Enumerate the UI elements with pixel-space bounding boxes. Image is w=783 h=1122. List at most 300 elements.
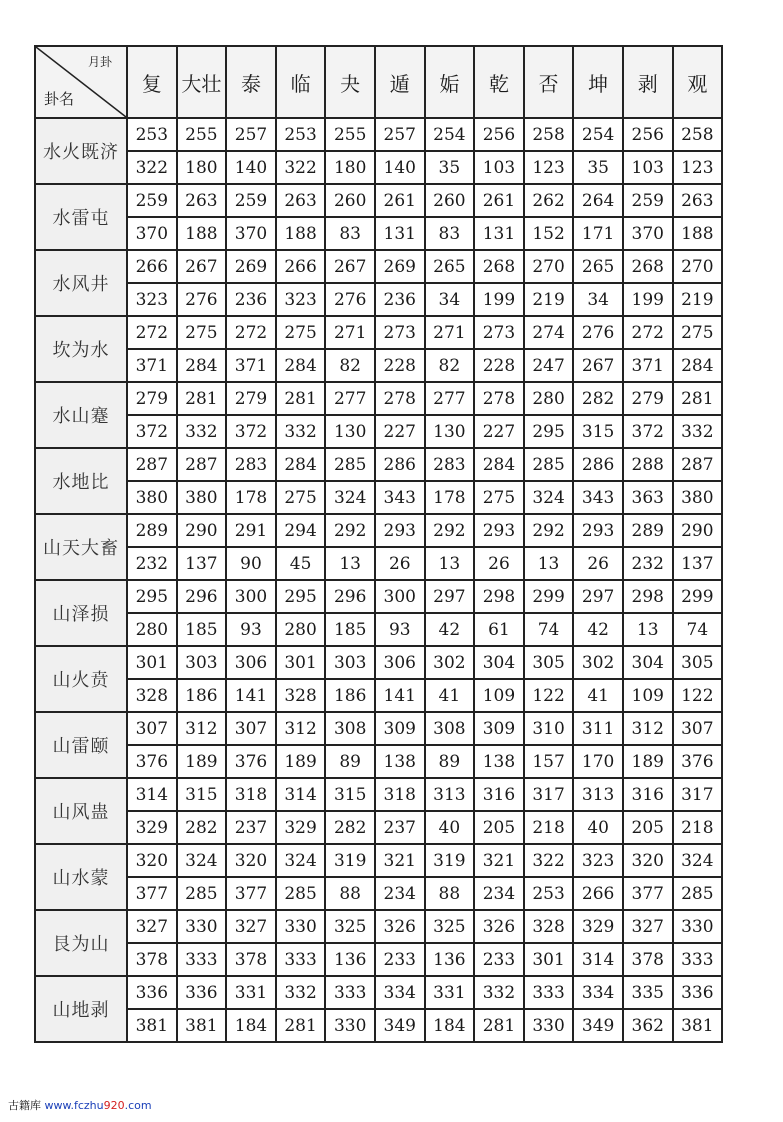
table-cell: 274	[524, 316, 574, 349]
table-cell: 311	[573, 712, 623, 745]
table-cell: 138	[474, 745, 524, 778]
table-cell: 380	[177, 481, 227, 514]
table-cell: 319	[425, 844, 475, 877]
table-cell: 267	[573, 349, 623, 382]
table-cell: 41	[573, 679, 623, 712]
table-cell: 122	[524, 679, 574, 712]
table-cell: 286	[573, 448, 623, 481]
table-cell: 275	[276, 316, 326, 349]
table-cell: 302	[425, 646, 475, 679]
table-cell: 262	[524, 184, 574, 217]
table-row	[35, 745, 722, 778]
table-row	[35, 547, 722, 580]
table-cell: 34	[425, 283, 475, 316]
table-cell: 258	[524, 118, 574, 151]
row-hexagram-name: 山泽损	[35, 580, 127, 646]
table-cell: 284	[177, 349, 227, 382]
table-cell: 232	[127, 547, 177, 580]
table-cell: 298	[474, 580, 524, 613]
table-cell: 13	[623, 613, 673, 646]
table-cell: 292	[524, 514, 574, 547]
table-cell: 318	[226, 778, 276, 811]
table-cell: 277	[425, 382, 475, 415]
table-cell: 185	[177, 613, 227, 646]
table-cell: 271	[325, 316, 375, 349]
table-cell: 141	[226, 679, 276, 712]
table-cell: 330	[524, 1009, 574, 1042]
table-cell: 268	[474, 250, 524, 283]
table-cell: 332	[177, 415, 227, 448]
table-cell: 298	[623, 580, 673, 613]
table-cell: 265	[573, 250, 623, 283]
table-cell: 285	[177, 877, 227, 910]
table-cell: 275	[673, 316, 723, 349]
column-header: 泰	[226, 46, 276, 118]
table-cell: 74	[673, 613, 723, 646]
table-cell: 294	[276, 514, 326, 547]
table-row	[35, 910, 722, 943]
column-header: 复	[127, 46, 177, 118]
table-cell: 268	[623, 250, 673, 283]
table-cell: 138	[375, 745, 425, 778]
table-cell: 332	[474, 976, 524, 1009]
table-row	[35, 679, 722, 712]
table-cell: 199	[474, 283, 524, 316]
table-cell: 381	[673, 1009, 723, 1042]
table-cell: 295	[524, 415, 574, 448]
table-cell: 303	[177, 646, 227, 679]
table-cell: 343	[573, 481, 623, 514]
table-cell: 219	[524, 283, 574, 316]
row-hexagram-name: 山雷颐	[35, 712, 127, 778]
table-row	[35, 118, 722, 151]
table-cell: 312	[276, 712, 326, 745]
row-hexagram-name: 山火贲	[35, 646, 127, 712]
table-cell: 297	[573, 580, 623, 613]
watermark-footer	[8, 1097, 152, 1113]
table-cell: 285	[276, 877, 326, 910]
table-cell: 255	[325, 118, 375, 151]
table-cell: 288	[623, 448, 673, 481]
table-cell: 277	[325, 382, 375, 415]
table-cell: 280	[276, 613, 326, 646]
table-cell: 333	[276, 943, 326, 976]
table-cell: 323	[276, 283, 326, 316]
table-cell: 371	[127, 349, 177, 382]
table-cell: 267	[325, 250, 375, 283]
table-cell: 376	[127, 745, 177, 778]
table-cell: 83	[425, 217, 475, 250]
table-cell: 26	[573, 547, 623, 580]
table-cell: 82	[325, 349, 375, 382]
table-cell: 315	[177, 778, 227, 811]
table-cell: 323	[573, 844, 623, 877]
table-cell: 13	[325, 547, 375, 580]
table-cell: 317	[673, 778, 723, 811]
table-cell: 263	[177, 184, 227, 217]
table-cell: 304	[623, 646, 673, 679]
table-cell: 381	[127, 1009, 177, 1042]
table-cell: 318	[375, 778, 425, 811]
table-cell: 275	[276, 481, 326, 514]
table-cell: 254	[425, 118, 475, 151]
row-hexagram-name: 水火既济	[35, 118, 127, 184]
table-cell: 299	[673, 580, 723, 613]
footer-url-b: 920	[103, 1099, 125, 1112]
table-cell: 333	[524, 976, 574, 1009]
table-cell: 322	[127, 151, 177, 184]
table-cell: 378	[226, 943, 276, 976]
table-cell: 109	[474, 679, 524, 712]
column-header: 夬	[325, 46, 375, 118]
table-cell: 170	[573, 745, 623, 778]
table-cell: 336	[127, 976, 177, 1009]
table-cell: 289	[127, 514, 177, 547]
table-cell: 188	[177, 217, 227, 250]
table-cell: 334	[375, 976, 425, 1009]
table-cell: 300	[375, 580, 425, 613]
row-hexagram-name: 艮为山	[35, 910, 127, 976]
table-cell: 292	[325, 514, 375, 547]
table-cell: 234	[474, 877, 524, 910]
table-cell: 333	[673, 943, 723, 976]
table-cell: 281	[474, 1009, 524, 1042]
table-cell: 314	[127, 778, 177, 811]
table-cell: 41	[425, 679, 475, 712]
table-cell: 302	[573, 646, 623, 679]
table-cell: 377	[623, 877, 673, 910]
table-cell: 137	[673, 547, 723, 580]
table-row	[35, 976, 722, 1009]
column-header: 姤	[425, 46, 475, 118]
table-cell: 266	[573, 877, 623, 910]
table-cell: 308	[425, 712, 475, 745]
table-cell: 332	[673, 415, 723, 448]
table-cell: 228	[474, 349, 524, 382]
table-cell: 296	[177, 580, 227, 613]
table-cell: 45	[276, 547, 326, 580]
table-cell: 321	[375, 844, 425, 877]
table-cell: 276	[573, 316, 623, 349]
table-cell: 130	[425, 415, 475, 448]
table-cell: 188	[276, 217, 326, 250]
column-header: 观	[673, 46, 723, 118]
table-row	[35, 415, 722, 448]
table-cell: 260	[325, 184, 375, 217]
table-cell: 136	[325, 943, 375, 976]
table-cell: 349	[375, 1009, 425, 1042]
table-cell: 237	[375, 811, 425, 844]
table-cell: 247	[524, 349, 574, 382]
table-cell: 140	[375, 151, 425, 184]
table-cell: 141	[375, 679, 425, 712]
table-cell: 272	[127, 316, 177, 349]
table-cell: 322	[276, 151, 326, 184]
table-cell: 263	[276, 184, 326, 217]
table-cell: 278	[474, 382, 524, 415]
table-cell: 380	[127, 481, 177, 514]
table-cell: 378	[623, 943, 673, 976]
table-cell: 61	[474, 613, 524, 646]
table-cell: 266	[276, 250, 326, 283]
table-cell: 269	[375, 250, 425, 283]
table-cell: 333	[325, 976, 375, 1009]
table-cell: 273	[474, 316, 524, 349]
table-cell: 253	[276, 118, 326, 151]
table-cell: 296	[325, 580, 375, 613]
table-cell: 329	[573, 910, 623, 943]
table-cell: 295	[276, 580, 326, 613]
table-cell: 324	[276, 844, 326, 877]
table-row	[35, 943, 722, 976]
table-cell: 314	[276, 778, 326, 811]
table-cell: 281	[177, 382, 227, 415]
table-cell: 299	[524, 580, 574, 613]
row-hexagram-name: 水雷屯	[35, 184, 127, 250]
table-cell: 330	[177, 910, 227, 943]
table-cell: 284	[673, 349, 723, 382]
table-cell: 321	[474, 844, 524, 877]
table-cell: 228	[375, 349, 425, 382]
table-cell: 304	[474, 646, 524, 679]
table-cell: 285	[524, 448, 574, 481]
table-cell: 336	[177, 976, 227, 1009]
table-cell: 313	[573, 778, 623, 811]
table-row	[35, 481, 722, 514]
table-cell: 199	[623, 283, 673, 316]
table-cell: 372	[127, 415, 177, 448]
table-cell: 270	[673, 250, 723, 283]
row-hexagram-name: 山风蛊	[35, 778, 127, 844]
table-cell: 324	[177, 844, 227, 877]
table-cell: 186	[325, 679, 375, 712]
table-cell: 312	[177, 712, 227, 745]
table-cell: 259	[127, 184, 177, 217]
table-row	[35, 184, 722, 217]
table-cell: 184	[425, 1009, 475, 1042]
table-cell: 315	[325, 778, 375, 811]
table-cell: 301	[276, 646, 326, 679]
table-row	[35, 217, 722, 250]
table-cell: 331	[226, 976, 276, 1009]
table-cell: 236	[226, 283, 276, 316]
table-cell: 255	[177, 118, 227, 151]
table-row	[35, 316, 722, 349]
table-row	[35, 712, 722, 745]
table-cell: 284	[276, 448, 326, 481]
table-cell: 93	[375, 613, 425, 646]
table-cell: 270	[524, 250, 574, 283]
table-cell: 273	[375, 316, 425, 349]
table-cell: 372	[226, 415, 276, 448]
table-cell: 320	[623, 844, 673, 877]
table-cell: 327	[127, 910, 177, 943]
table-cell: 257	[226, 118, 276, 151]
table-cell: 363	[623, 481, 673, 514]
table-cell: 370	[226, 217, 276, 250]
table-cell: 377	[226, 877, 276, 910]
table-cell: 283	[226, 448, 276, 481]
table-cell: 189	[623, 745, 673, 778]
table-cell: 282	[177, 811, 227, 844]
table-cell: 292	[425, 514, 475, 547]
table-cell: 334	[573, 976, 623, 1009]
table-cell: 152	[524, 217, 574, 250]
table-cell: 269	[226, 250, 276, 283]
table-cell: 109	[623, 679, 673, 712]
table-row	[35, 151, 722, 184]
table-cell: 326	[474, 910, 524, 943]
table-cell: 122	[673, 679, 723, 712]
table-cell: 284	[474, 448, 524, 481]
table-cell: 290	[177, 514, 227, 547]
table-cell: 275	[177, 316, 227, 349]
table-cell: 317	[524, 778, 574, 811]
table-cell: 380	[673, 481, 723, 514]
table-cell: 236	[375, 283, 425, 316]
table-cell: 256	[623, 118, 673, 151]
table-cell: 180	[325, 151, 375, 184]
table-cell: 234	[375, 877, 425, 910]
table-cell: 188	[673, 217, 723, 250]
table-cell: 306	[375, 646, 425, 679]
table-cell: 343	[375, 481, 425, 514]
table-cell: 205	[474, 811, 524, 844]
table-cell: 325	[325, 910, 375, 943]
table-cell: 371	[226, 349, 276, 382]
table-cell: 123	[524, 151, 574, 184]
table-cell: 185	[325, 613, 375, 646]
table-cell: 103	[474, 151, 524, 184]
table-cell: 233	[474, 943, 524, 976]
table-cell: 123	[673, 151, 723, 184]
column-header: 乾	[474, 46, 524, 118]
table-cell: 232	[623, 547, 673, 580]
table-cell: 301	[524, 943, 574, 976]
table-row	[35, 1009, 722, 1042]
table-cell: 258	[673, 118, 723, 151]
table-cell: 324	[673, 844, 723, 877]
table-cell: 93	[226, 613, 276, 646]
table-cell: 136	[425, 943, 475, 976]
table-cell: 308	[325, 712, 375, 745]
column-header: 遁	[375, 46, 425, 118]
table-cell: 276	[177, 283, 227, 316]
table-cell: 82	[425, 349, 475, 382]
table-cell: 253	[524, 877, 574, 910]
table-cell: 261	[375, 184, 425, 217]
row-hexagram-name: 水风井	[35, 250, 127, 316]
table-cell: 330	[673, 910, 723, 943]
table-cell: 237	[226, 811, 276, 844]
table-cell: 189	[276, 745, 326, 778]
table-cell: 307	[673, 712, 723, 745]
table-cell: 88	[425, 877, 475, 910]
table-cell: 293	[474, 514, 524, 547]
table-cell: 280	[127, 613, 177, 646]
table-cell: 89	[425, 745, 475, 778]
table-cell: 324	[325, 481, 375, 514]
table-cell: 332	[276, 976, 326, 1009]
table-cell: 314	[573, 943, 623, 976]
table-cell: 372	[623, 415, 673, 448]
table-cell: 287	[127, 448, 177, 481]
table-cell: 253	[127, 118, 177, 151]
table-cell: 287	[673, 448, 723, 481]
table-cell: 316	[623, 778, 673, 811]
table-cell: 316	[474, 778, 524, 811]
table-cell: 279	[226, 382, 276, 415]
table-cell: 189	[177, 745, 227, 778]
table-cell: 315	[573, 415, 623, 448]
table-cell: 381	[177, 1009, 227, 1042]
table-cell: 264	[573, 184, 623, 217]
table-cell: 205	[623, 811, 673, 844]
table-cell: 279	[127, 382, 177, 415]
table-cell: 336	[673, 976, 723, 1009]
table-cell: 309	[375, 712, 425, 745]
table-cell: 276	[325, 283, 375, 316]
table-cell: 272	[226, 316, 276, 349]
table-cell: 285	[673, 877, 723, 910]
table-cell: 89	[325, 745, 375, 778]
table-cell: 259	[623, 184, 673, 217]
table-cell: 376	[673, 745, 723, 778]
table-cell: 326	[375, 910, 425, 943]
corner-top-label: 月卦	[87, 55, 112, 69]
table-cell: 306	[226, 646, 276, 679]
table-cell: 293	[375, 514, 425, 547]
table-cell: 297	[425, 580, 475, 613]
table-cell: 307	[226, 712, 276, 745]
table-cell: 301	[127, 646, 177, 679]
row-hexagram-name: 山天大畜	[35, 514, 127, 580]
table-cell: 40	[425, 811, 475, 844]
table-cell: 74	[524, 613, 574, 646]
table-cell: 312	[623, 712, 673, 745]
table-row	[35, 514, 722, 547]
table-cell: 370	[623, 217, 673, 250]
column-header: 临	[276, 46, 326, 118]
table-cell: 371	[623, 349, 673, 382]
table-cell: 267	[177, 250, 227, 283]
table-cell: 137	[177, 547, 227, 580]
table-cell: 378	[127, 943, 177, 976]
corner-cell	[35, 46, 127, 118]
table-cell: 290	[673, 514, 723, 547]
table-row	[35, 811, 722, 844]
footer-url-c: .com	[124, 1099, 152, 1112]
table-cell: 303	[325, 646, 375, 679]
table-cell: 227	[375, 415, 425, 448]
table-row	[35, 580, 722, 613]
table-cell: 333	[177, 943, 227, 976]
table-cell: 178	[226, 481, 276, 514]
column-header: 大壮	[177, 46, 227, 118]
table-row	[35, 778, 722, 811]
table-cell: 349	[573, 1009, 623, 1042]
table-cell: 310	[524, 712, 574, 745]
table-cell: 233	[375, 943, 425, 976]
table-cell: 320	[127, 844, 177, 877]
table-cell: 320	[226, 844, 276, 877]
row-hexagram-name: 水山蹇	[35, 382, 127, 448]
table-row	[35, 448, 722, 481]
table-cell: 282	[325, 811, 375, 844]
table-cell: 263	[673, 184, 723, 217]
row-hexagram-name: 山水蒙	[35, 844, 127, 910]
table-cell: 218	[673, 811, 723, 844]
